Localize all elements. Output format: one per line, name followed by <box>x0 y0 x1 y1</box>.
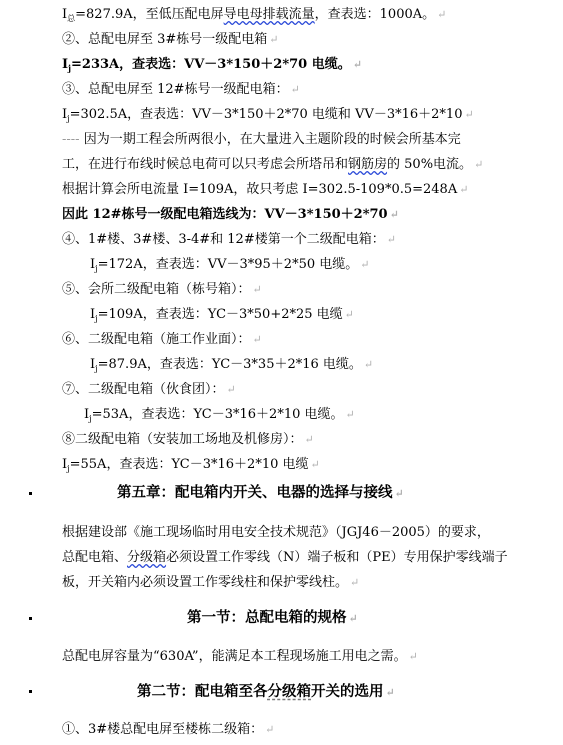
paragraph-mark-icon: ↵ <box>350 576 360 589</box>
paragraph-mark-icon: ↵ <box>304 433 314 446</box>
text-line-19: $I_j=55A$，查表选：YC－3*16＋2*10 电缆 ↵ <box>62 457 320 473</box>
paragraph-mark-icon: ↵ <box>437 8 447 21</box>
body-paragraph-line-4: 总配电屏容量为“630A”，能满足本工程现场施工用电之需。 ↵ <box>62 649 418 664</box>
paragraph-mark-icon: ↵ <box>252 333 262 346</box>
list-bullet-marker <box>29 617 32 620</box>
spellcheck-underlined-term: 分级箱 <box>127 550 167 565</box>
dashed-underlined-term: 分级箱 <box>267 683 311 700</box>
spellcheck-underlined-term: 钢筋房 <box>348 157 388 172</box>
paragraph-mark-icon: ↵ <box>344 308 354 321</box>
paragraph-mark-icon: ↵ <box>459 183 469 196</box>
leader-dashes: ---- <box>62 132 80 147</box>
text-line-15: $I_j=87.9A$，查表选：YC－3*35＋2*16 电缆。 ↵ <box>90 357 374 373</box>
paragraph-mark-icon: ↵ <box>385 686 395 699</box>
paragraph-mark-icon: ↵ <box>408 650 418 663</box>
body-paragraph-line-2: 总配电箱、分级箱必须设置工作零线（N）端子板和（PE）专用保护零线端子 <box>62 550 508 565</box>
section-heading-2: 第二节：配电箱至各分级箱开关的选用 ↵ <box>137 683 395 700</box>
list-bullet-marker <box>29 690 32 693</box>
text-line-16: ⑦、二级配电箱（伙食团）： ↵ <box>62 382 236 397</box>
body-paragraph-line-5: ①、3#楼总配电屏至楼栋二级箱： ↵ <box>62 722 275 737</box>
paragraph-mark-icon: ↵ <box>252 283 262 296</box>
text-line-2: ②、总配电屏至 3#栋号一级配电箱 ↵ <box>62 32 279 47</box>
paragraph-mark-icon: ↵ <box>265 723 275 736</box>
text-line-9: 因此 12#栋号一级配电箱选线为：VV－3*150＋2*70 ↵ <box>62 207 399 222</box>
paragraph-mark-icon: ↵ <box>345 408 355 421</box>
text-line-4: ③、总配电屏至 12#栋号一级配电箱： ↵ <box>62 82 300 97</box>
spellcheck-underlined-term: 导电母排载流量 <box>223 7 315 22</box>
text-line-12: ⑤、会所二级配电箱（栋号箱）： ↵ <box>62 282 262 297</box>
text-line-17: $I_j=53A$，查表选：YC－3*16＋2*10 电缆。 ↵ <box>84 407 355 423</box>
paragraph-mark-icon: ↵ <box>464 108 474 121</box>
text-line-5: $I_j=302.5A$，查表选：VV－3*150＋2*70 电缆和 VV－3*16＋2*10 ↵ <box>62 107 474 123</box>
text-line-3: $I_j=233A$，查表选：VV－3*150＋2*70 电缆。 ↵ <box>62 57 362 73</box>
text-line-18: ⑧二级配电箱（安装加工场地及机修房）： ↵ <box>62 432 314 447</box>
paragraph-mark-icon: ↵ <box>352 58 362 71</box>
text-line-13: $I_j=109A$，查表选：YC－3*50+2*25 电缆 ↵ <box>90 307 354 323</box>
list-bullet-marker <box>29 492 32 495</box>
body-paragraph-line-1: 根据建设部《施工现场临时用电安全技术规范》（JGJ46－2005）的要求， <box>62 525 490 540</box>
paragraph-mark-icon: ↵ <box>363 358 374 371</box>
text-line-14: ⑥、二级配电箱（施工作业面）： ↵ <box>62 332 262 347</box>
text-line-8: 根据计算会所电流量 I=109A，故只考虑 I=302.5-109*0.5=248A ↵ <box>62 182 469 197</box>
paragraph-mark-icon: ↵ <box>269 33 279 46</box>
paragraph-mark-icon: ↵ <box>290 83 300 96</box>
chapter-heading: 第五章：配电箱内开关、电器的选择与接线 ↵ <box>117 484 404 501</box>
section-heading-1: 第一节：总配电箱的规格 ↵ <box>187 609 358 626</box>
paragraph-mark-icon: ↵ <box>389 208 399 221</box>
text-line-11: $I_j=172A$，查表选：VV－3*95＋2*50 电缆。 ↵ <box>90 257 370 273</box>
text-line-6: ---- 因为一期工程会所两很小，在大量进入主题阶段的时候会所基本完 <box>62 132 461 147</box>
paragraph-mark-icon: ↵ <box>360 258 370 271</box>
text-line-7: 工，在进行布线时候总电荷可以只考虑会所塔吊和钢筋房的 50%电流。 ↵ <box>62 157 484 172</box>
text-line-10: ④、1#楼、3#楼、3-4#和 12#楼第一个二级配电箱： ↵ <box>62 232 396 247</box>
paragraph-mark-icon: ↵ <box>394 487 404 500</box>
paragraph-mark-icon: ↵ <box>310 458 320 471</box>
text-line-1: $I_总=827.9A$，至低压配电屏导电母排载流量，查表选：1000A。 ↵ <box>62 7 447 23</box>
body-paragraph-line-3: 板，开关箱内必须设置工作零线柱和保护零线柱。 ↵ <box>62 575 360 590</box>
paragraph-mark-icon: ↵ <box>386 233 396 246</box>
paragraph-mark-icon: ↵ <box>474 158 484 171</box>
paragraph-mark-icon: ↵ <box>348 612 358 625</box>
paragraph-mark-icon: ↵ <box>226 383 236 396</box>
